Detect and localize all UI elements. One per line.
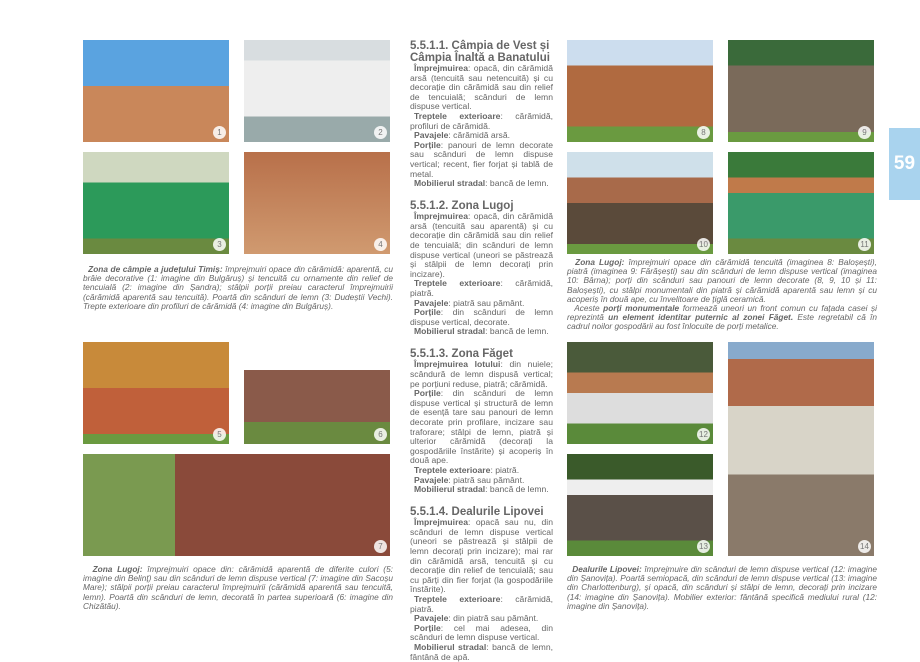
photo-13 xyxy=(567,454,713,556)
caption-bold: Zona Lugoj: xyxy=(92,564,143,574)
text: : panouri de lemn decorate sau scânduri de lemn dispuse vertical; recent, fier forjat și tablă de metal. xyxy=(410,139,553,179)
section-heading: 5.5.1.1. Câmpia de Vest și Câmpia Înaltă a Banatului xyxy=(410,40,550,64)
caption-bold: un element identitar puternic al zonei Făget. xyxy=(608,312,794,323)
term: Porțile xyxy=(414,139,441,150)
term: Treptele exterioare xyxy=(414,278,501,289)
text: : cărămidă arsă. xyxy=(448,130,511,141)
section-heading: 5.5.1.4. Dealurile Lipovei xyxy=(410,505,544,518)
text: : din nuiele; scândură de lemn dispusă vertical; pe porțiuni reduse, piatră; cărămidă. xyxy=(410,359,553,389)
caption-bold: Zona de câmpie a județului Timiș: xyxy=(88,264,223,274)
photo-4 xyxy=(244,152,390,254)
caption-campie xyxy=(83,265,393,311)
term: Împrejmuirea xyxy=(414,211,468,222)
text: : din scânduri de lemn dispuse vertical și structură de lemn de esență tare sau panouri de lemn decorate prin profilare, incizare sau traforare; stâlpi de lemn, piatră și ulterior cărămidă (decorați la gospodăriile înstărite) și acoperiș în două ape. xyxy=(410,388,553,466)
photo-number: 3 xyxy=(213,238,226,251)
photo-number: 12 xyxy=(697,428,710,441)
section-dealurile-lipovei xyxy=(410,507,553,662)
photo-3 xyxy=(83,152,229,254)
text: : cărămidă, piatră. xyxy=(410,594,553,614)
section-zona-lugoj xyxy=(410,201,553,337)
term: Pavajele xyxy=(414,474,449,485)
term: Mobilierul stradal xyxy=(414,641,487,652)
caption-bold: porți monumentale xyxy=(603,303,680,314)
caption-lipovei xyxy=(567,565,877,611)
caption-text: formează uneori un front comun cu fațada casei și reprezintă xyxy=(567,303,877,323)
term: Pavajele xyxy=(414,613,449,624)
caption-text: împrejmuiri opace din cărămidă tencuită (imaginea 8: Baloșești), piatră (imaginea 9: Fărășești) sau din scânduri de lemn dispuse vertical (imaginea 10: Bârna); porți din scânduri sau panouri de lemn decorate (8, 9, 10 și 11: Baloșești), cu stâlpi monumentali din piatră și cărămidă aparentă sau lemn și cu acoperiș în două ape, cu învelitoare de țiglă ceramică. xyxy=(567,257,877,304)
photo-number: 9 xyxy=(858,126,871,139)
photo-number: 13 xyxy=(697,540,710,553)
text: : piatră sau pământ. xyxy=(448,297,525,308)
page-number-tab: 59 xyxy=(889,128,920,200)
photo-9 xyxy=(728,40,874,142)
text: : opacă, din cărămidă arsă (tencuită sau netencuită) și cu decorație din cărămidă sau din relief de tencuială; scânduri de lemn dispuse vertical. xyxy=(410,63,553,112)
caption-text: împrejmuiri opace din cărămidă: aparentă, cu brâie decorative (1: imagine din Bulgăruș) și tencuită cu ornamente din relief de tencuială (2: imagine din Șandra); stâlpii porții preiau caracterul împrejmuirii (cărămidă aparentă sau tencuită). Poartă din scânduri de lemn (3: Dudeștii Vechi). Trepte exterioare din profiluri de cărămidă (4: imagine din Bulgăruș). xyxy=(83,264,393,311)
photo-number: 2 xyxy=(374,126,387,139)
photo-11 xyxy=(728,152,874,254)
photo-8 xyxy=(567,40,713,142)
section-heading: 5.5.1.2. Zona Lugoj xyxy=(410,199,514,212)
caption-text: împrejmuiri opace din: cărămidă aparentă de diferite culori (5: imagine din Belinț) sau din scânduri de lemn dispuse vertical (7: imagine din Sacoșu Mare); stâlpii porții preiau caracterul împrejmuirii (cărămidă aparentă sau tencuită, lemn). Poartă din scânduri de lemn, decorată în partea superioară (6: imagine din Chizătău). xyxy=(83,564,393,611)
text: : bancă de lemn. xyxy=(485,484,549,495)
term: Treptele exterioare xyxy=(414,594,501,604)
photo-7 xyxy=(83,454,390,556)
photo-6 xyxy=(244,370,390,444)
term: Treptele exterioare xyxy=(414,110,501,121)
text: : piatră. xyxy=(490,464,520,475)
text: : bancă de lemn. xyxy=(485,178,549,189)
term: Împrejmuirea xyxy=(414,517,468,528)
text: : bancă de lemn. xyxy=(485,326,549,337)
caption-bold: Zona Lugoj: xyxy=(575,257,625,267)
text: : cel mai adesea, din scânduri de lemn dispuse vertical. xyxy=(410,622,553,643)
caption-lugoj-right xyxy=(567,258,877,332)
text: : cărămidă, profiluri de cărămidă. xyxy=(410,110,553,131)
text: : din scânduri de lemn dispuse vertical, decorate. xyxy=(410,307,553,327)
text: : opacă sau nu, din scânduri de lemn dispuse vertical (uneori se păstrează și stâlpii de lemn decorați prin incizare); mai rar din cărămidă arsă, tencuită și cu decorație din relief de tencuială; sau cu părți din fier forjat (la gospodăriile înstărite). xyxy=(410,517,553,595)
photo-number: 1 xyxy=(213,126,226,139)
term: Împrejmuirea xyxy=(414,63,468,73)
photo-number: 8 xyxy=(697,126,710,139)
term: Mobilierul stradal xyxy=(414,178,486,189)
text: : din piatră sau pământ. xyxy=(448,613,539,624)
photo-number: 4 xyxy=(374,238,387,251)
term: Pavajele xyxy=(414,130,449,141)
text-column xyxy=(410,41,553,662)
photo-number: 7 xyxy=(374,540,387,553)
caption-bold: Dealurile Lipovei: xyxy=(572,564,642,574)
caption-text: Este regretabil că în cadrul noilor gospodării au fost înlocuite de porți metalice. xyxy=(567,312,877,332)
text: : cărămidă, piatră. xyxy=(410,278,553,298)
term: Mobilierul stradal xyxy=(414,326,486,337)
section-heading: 5.5.1.3. Zona Făget xyxy=(410,347,513,360)
photo-10 xyxy=(567,152,713,254)
text: : piatră sau pământ. xyxy=(448,474,525,485)
photo-2 xyxy=(244,40,390,142)
photo-12 xyxy=(567,342,713,444)
term: Pavajele xyxy=(414,297,449,308)
term: Porțile xyxy=(414,388,441,399)
term: Porțile xyxy=(414,307,441,318)
photo-number: 10 xyxy=(697,238,710,251)
photo-number: 5 xyxy=(213,428,226,441)
term: Porțile xyxy=(414,622,441,633)
photo-number: 11 xyxy=(858,238,871,251)
term: Împrejmuirea lotului xyxy=(414,359,501,370)
photo-14 xyxy=(728,342,874,556)
term: Treptele exterioare xyxy=(414,464,491,475)
caption-text: Aceste xyxy=(574,303,604,314)
photo-number: 14 xyxy=(858,540,871,553)
text: : bancă de lemn, fântână de apă. xyxy=(410,641,553,662)
text: : opacă, din cărămidă arsă (tencuită sau aparentă) și cu decorație din cărămidă sau din relief de tencuială; din scânduri de lemn dispuse vertical (uneori se păstrează și stâlpii de lemn decorați prin incizare). xyxy=(410,211,553,279)
photo-number: 6 xyxy=(374,428,387,441)
caption-text: împrejmuire din scânduri de lemn dispuse vertical (12: imagine din Șanovița). Poartă semiopacă, din scânduri de lemn dispuse vertical (13: imagine din Charlottenburg), și opacă, din scânduri și stâlpi de lemn, decorați prin incizare (14: imagine din Șanovița). Mobilier exterior: fântână specifică mediului rural (12: imagine din Șanovița). xyxy=(567,564,877,611)
term: Mobilierul stradal xyxy=(414,484,486,495)
section-zona-faget xyxy=(410,349,553,495)
section-campia-de-vest xyxy=(410,41,553,189)
photo-1 xyxy=(83,40,229,142)
photo-5 xyxy=(83,342,229,444)
caption-lugoj-left xyxy=(83,565,393,611)
